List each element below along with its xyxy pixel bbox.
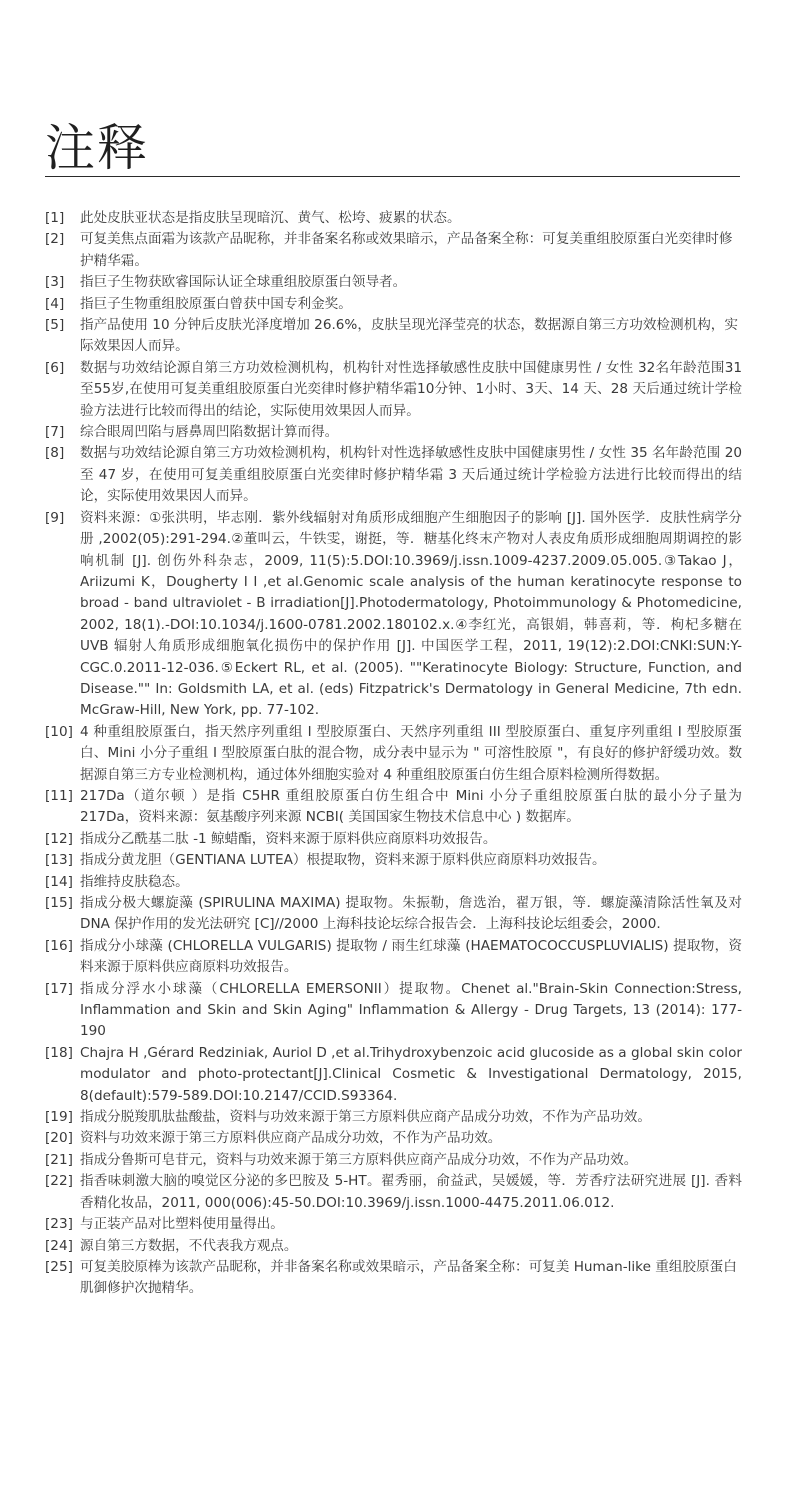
footnote-text: 指巨子生物获欧睿国际认证全球重组胶原蛋白领导者。 — [80, 274, 407, 291]
footnote-item — [45, 1257, 742, 1300]
footnote-text: 数据与功效结论源自第三方功效检测机构，机构针对性选择敏感性皮肤中国健康男性 / 女性 32名年龄范围31至55岁,在使用可复美重组胶原蛋白光奕律时修护精华霜10分钟、1小时、3天、14 天、28 天后通过统计学检验方法进行比较而得出的结论，实际使用效果因人而异。 — [80, 359, 742, 419]
footnote-text: 指成分黄龙胆（GENTIANA LUTEA）根提取物，资料来源于原料供应商原料功效报告。 — [80, 852, 606, 869]
footnote-number: [7] — [45, 424, 65, 441]
footnote-number: [18] — [45, 1044, 73, 1061]
footnote-text: 资料与功效来源于第三方原料供应商产品成分功效，不作为产品功效。 — [80, 1130, 502, 1147]
footnote-item — [45, 829, 742, 850]
footnote-number: [15] — [45, 895, 73, 911]
footnote-number: [6] — [45, 359, 65, 376]
footnote-item — [45, 1236, 742, 1257]
footnote-item — [45, 208, 742, 229]
title-divider — [45, 176, 740, 177]
footnote-text: 指成分浮水小球藻（CHLORELLA EMERSONII）提取物。Chenet al."Brain-Skin Connection:Stress, Inflammation and Skin and Skin Aging" Inflammation & Allergy - Drug Targets, 13 (2014): 177-190 — [80, 980, 742, 1040]
footnote-text: 指成分乙酰基二肽 -1 鲸蜡酯，资料来源于原料供应商原料功效报告。 — [80, 830, 497, 847]
footnote-number: [16] — [45, 937, 73, 954]
footnote-item — [45, 1043, 742, 1107]
footnote-text: 指巨子生物重组胶原蛋白曾获中国专利金奖。 — [80, 295, 352, 312]
footnote-text: 指成分鲁斯可皂苷元，资料与功效来源于第三方原料供应商产品成分功效，不作为产品功效。 — [80, 1151, 638, 1168]
footnote-number: [17] — [45, 980, 73, 997]
footnote-item — [45, 422, 742, 443]
footnote-item — [45, 358, 742, 422]
footnote-item — [45, 315, 742, 358]
footnote-text: 源自第三方数据，不代表我方观点。 — [80, 1237, 298, 1254]
footnote-text: 与正装产品对比塑料使用量得出。 — [80, 1216, 284, 1233]
footnote-item — [45, 850, 742, 871]
page-title: 注释 — [45, 119, 149, 177]
footnote-item — [45, 786, 742, 829]
footnote-number: [22] — [45, 1173, 73, 1190]
footnote-number: [1] — [45, 210, 65, 226]
footnote-number: [20] — [45, 1130, 73, 1147]
footnote-item — [45, 443, 742, 507]
footnote-text: 综合眼周凹陷与唇鼻周凹陷数据计算而得。 — [80, 424, 339, 441]
footnote-text: 4 种重组胶原蛋白，指天然序列重组 I 型胶原蛋白、天然序列重组 III 型胶原蛋白、重复序列重组 I 型胶原蛋白、Mini 小分子重组 I 型胶原蛋白肽的混合物，成分表中显示为 " 可溶性胶原 "，有良好的修护舒缓功效。数据源自第三方专业检测机构，通过体外细胞实验对 4 种重组胶原蛋白仿生组合原料检测所得数据。 — [80, 723, 742, 783]
footnote-text: Chajra H ,Gérard Redziniak, Auriol D ,et al.Trihydroxybenzoic acid glucoside as a global skin color modulator and photo-protectant[J].Clinical Cosmetic & Investigational Dermatology, 2015, 8(default):579-589.DOI:10.2147/CCID.S93364. — [80, 1044, 742, 1104]
footnote-number: [24] — [45, 1237, 73, 1254]
footnote-text: 可复美焦点面霜为该款产品昵称，并非备案名称或效果暗示，产品备案全称：可复美重组胶原蛋白光奕律时修护精华霜。 — [80, 231, 733, 269]
footnote-number: [11] — [45, 787, 73, 804]
footnote-text: 数据与功效结论源自第三方功效检测机构，机构针对性选择敏感性皮肤中国健康男性 / 女性 35 名年龄范围 20 至 47 岁，在使用可复美重组胶原蛋白光奕律时修护精华霜 3 天后通过统计学检验方法进行比较而得出的结论，实际使用效果因人而异。 — [80, 445, 742, 505]
footnote-text: 指成分脱羧肌肽盐酸盐，资料与功效来源于第三方原料供应商产品成分功效，不作为产品功效。 — [80, 1109, 651, 1126]
footnote-item — [45, 508, 742, 722]
footnote-text: 指产品使用 10 分钟后皮肤光泽度增加 26.6%，皮肤呈现光泽莹亮的状态，数据源自第三方功效检测机构，实际效果因人而异。 — [80, 317, 738, 355]
footnote-number: [8] — [45, 445, 65, 462]
footnote-number: [3] — [45, 274, 65, 291]
footnote-number: [13] — [45, 852, 73, 869]
footnote-list — [45, 208, 742, 1300]
footnote-text: 可复美胶原棒为该款产品昵称，并非备案名称或效果暗示，产品备案全称：可复美 Human-like 重组胶原蛋白肌御修护次抛精华。 — [80, 1258, 737, 1297]
footnote-number: [25] — [45, 1258, 73, 1275]
footnote-item — [45, 872, 742, 893]
footnote-number: [14] — [45, 873, 73, 890]
footnote-number: [23] — [45, 1216, 73, 1233]
footnote-number: [2] — [45, 231, 65, 248]
footnote-item — [45, 936, 742, 979]
footnote-number: [9] — [45, 509, 65, 526]
footnote-number: [19] — [45, 1109, 73, 1126]
footnote-item — [45, 722, 742, 786]
footnote-text: 指成分极大螺旋藻 (SPIRULINA MAXIMA) 提取物。朱振勒，詹选治，翟万银，等．螺旋藻清除活性氧及对 DNA 保护作用的发光法研究 [C]//2000 上海科技论坛综合报告会．上海科技论坛组委会，2000. — [80, 895, 742, 933]
footnote-number: [12] — [45, 830, 73, 847]
footnote-text: 资料来源：①张洪明，毕志刚．紫外线辐射对角质形成细胞产生细胞因子的影响 [J]. 国外医学．皮肤性病学分册 ,2002(05):291-294.②董叫云，牛铁雯，谢挺，等．糖基化终末产物对人表皮角质形成细胞周期调控的影响机制 [J]. 创伤外科杂志，2009, 11(5):5.DOI:10.3969/j.issn.1009-4237.2009.05.005.③Takao J，Ariizumi K，Dougherty I I ,et al.Genomic scale analysis of the human keratinocyte response to broad - band ultraviolet - B irradiation[J].Photodermatology, Photoimmunology & Photomedicine, 2002, 18(1).-DOI:10.1034/j.1600-0781.2002.180102.x.④李红光，高银娟，韩喜莉，等．枸杞多糖在 UVB 辐射人角质形成细胞氧化损伤中的保护作用 [J]. 中国医学工程，2011, 19(12):2.DOI:CNKI:SUN:Y-CGC.0.2011-12-036.⑤Eckert RL, et al. (2005). ""Keratinocyte Biology: Structure, Function, and Disease."" In: Goldsmith LA, et al. (eds) Fitzpatrick's Dermatology in General Medicine, 7th edn. McGraw-Hill, New York, pp. 77-102. — [80, 509, 742, 719]
footnote-text: 此处皮肤亚状态是指皮肤呈现暗沉、黄气、松垮、疲累的状态。 — [80, 210, 461, 226]
footnote-text: 指维持皮肤稳态。 — [80, 873, 189, 890]
footnote-item — [45, 1107, 742, 1128]
footnote-number: [5] — [45, 317, 65, 334]
footnote-item — [45, 1214, 742, 1235]
footnote-item — [45, 979, 742, 1043]
footnote-text: 217Da（道尔顿 ）是指 C5HR 重组胶原蛋白仿生组合中 Mini 小分子重组胶原蛋白肽的最小分子量为 217Da，资料来源：氨基酸序列来源 NCBI( 美国国家生物技术信息中心 ) 数据库。 — [80, 787, 742, 826]
footnote-item — [45, 893, 742, 936]
footnote-text: 指成分小球藻 (CHLORELLA VULGARIS) 提取物 / 雨生红球藻 (HAEMATOCOCCUSPLUVIALIS) 提取物，资料来源于原料供应商原料功效报告。 — [80, 937, 742, 976]
footnote-number: [10] — [45, 723, 73, 740]
footnote-item — [45, 272, 742, 293]
footnote-item — [45, 229, 742, 272]
footnote-text: 指香味刺激大脑的嗅觉区分泌的多巴胺及 5-HT。翟秀丽，俞益武，吴媛媛，等．芳香疗法研究进展 [J]. 香料香精化妆品，2011, 000(006):45-50.DOI:10.3969/j.issn.1000-4475.2011.06.012. — [80, 1173, 742, 1211]
footnote-item — [45, 1171, 742, 1214]
footnote-number: [21] — [45, 1151, 73, 1168]
footnote-item — [45, 1150, 742, 1171]
footnote-number: [4] — [45, 295, 65, 312]
footnote-item — [45, 294, 742, 315]
footnote-item — [45, 1128, 742, 1149]
